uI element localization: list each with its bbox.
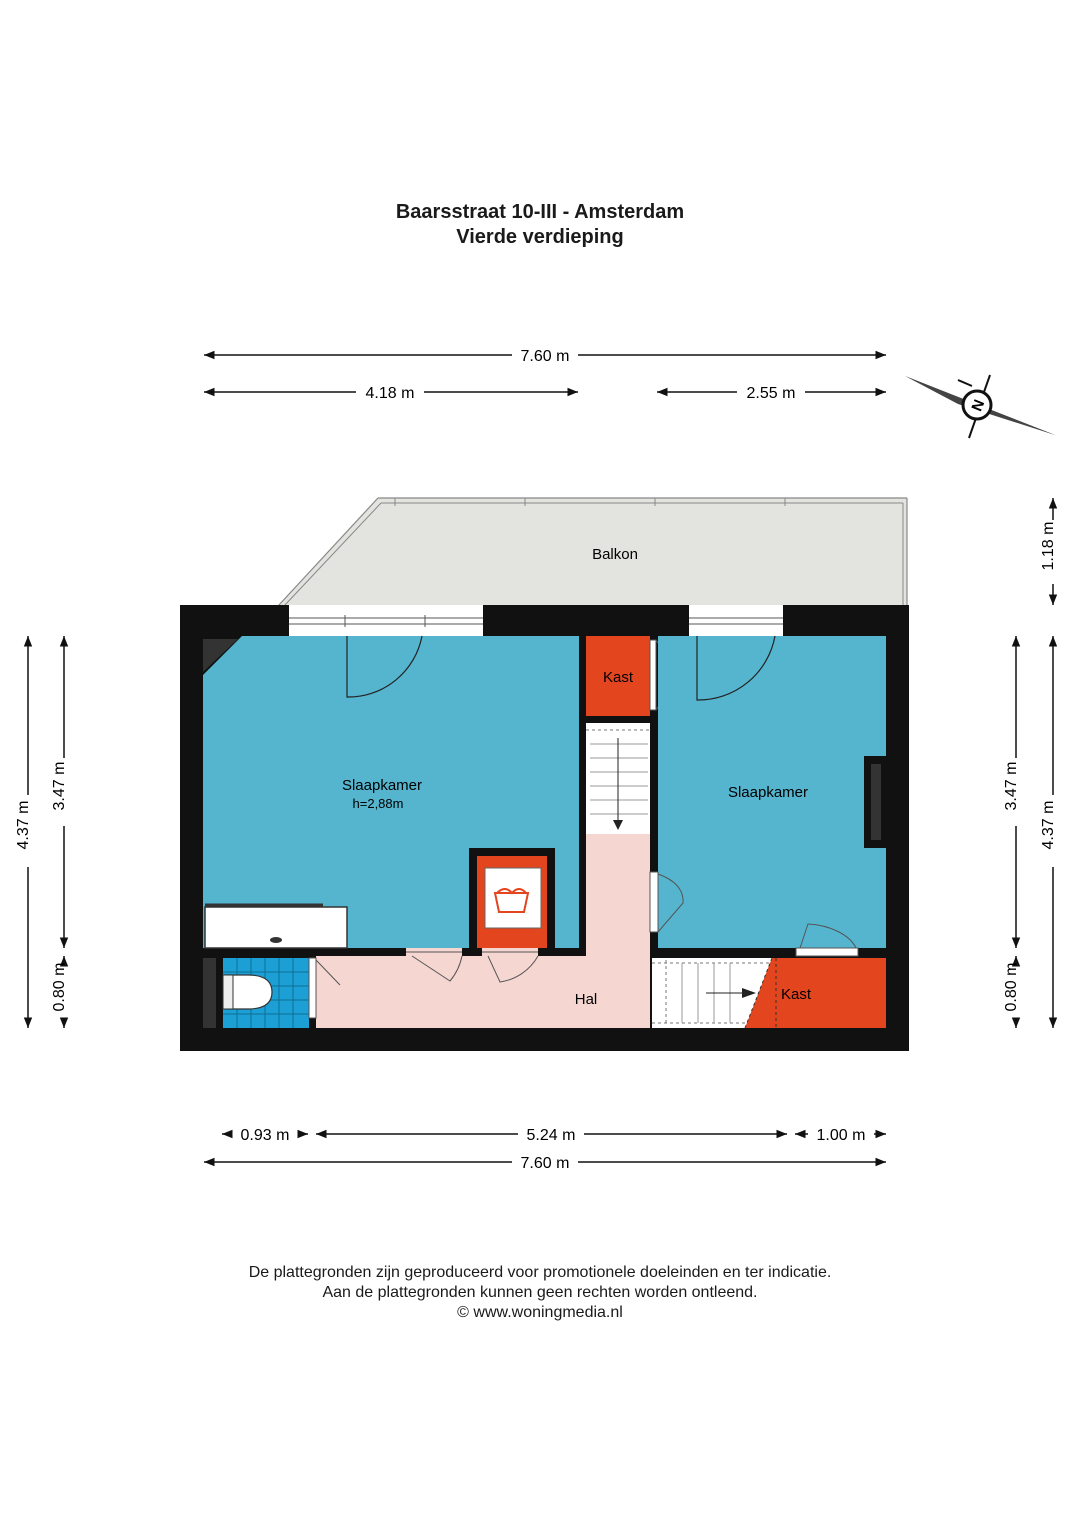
window-bedroom-right (689, 605, 783, 636)
window-bedroom-left (289, 605, 483, 636)
balcony-label: Balkon (592, 546, 638, 563)
dimension-bottom-total-label: 7.60 m (520, 1155, 570, 1172)
dimension-top-total (204, 348, 886, 365)
dimension-left-outer-label: 4.37 m (15, 800, 32, 850)
closet-top (586, 636, 668, 716)
compass (905, 375, 1055, 438)
dimension-bottom-right-label: 1.00 m (816, 1127, 866, 1144)
sink-counter (205, 905, 347, 948)
dimension-bottom-left-label: 0.93 m (240, 1127, 290, 1144)
dimension-bottom-middle (316, 1127, 787, 1144)
dimension-bottom-total (204, 1155, 886, 1172)
dimension-left-small (51, 956, 68, 1028)
dimension-right-balcony (1040, 498, 1057, 605)
dimension-right-balcony-label: 1.18 m (1040, 521, 1057, 571)
dimension-bottom-right (795, 1127, 886, 1144)
compass-north-label: N (968, 397, 989, 414)
dimension-top-total-label: 7.60 m (520, 348, 570, 365)
washing-machine-closet (469, 848, 555, 948)
address-title: Baarsstraat 10-III - Amsterdam (395, 201, 685, 223)
dimension-top-left (204, 385, 578, 402)
dimension-left-inner-label: 3.47 m (51, 761, 68, 811)
closet-top-label: Kast (602, 669, 634, 686)
ceiling-height-label: h=2,88m (352, 796, 404, 811)
bedroom-right-label: Slaapkamer (727, 784, 809, 801)
disclaimer-line-2: Aan de plattegronden kunnen geen rechten worden ontleend. (322, 1284, 758, 1301)
balcony (278, 498, 907, 606)
dimension-left-small-label: 0.80 m (51, 962, 68, 1012)
dimension-right-inner-label: 3.47 m (1003, 761, 1020, 811)
bedroom-left-label: Slaapkamer (341, 777, 423, 794)
dimension-right-outer-label: 4.37 m (1040, 800, 1057, 850)
disclaimer-line-1: De plattegronden zijn geproduceerd voor promotionele doeleinden en ter indicatie. (248, 1264, 832, 1281)
bedroom-right (650, 636, 886, 956)
dimension-left-outer (15, 636, 32, 1028)
dimension-left-inner (51, 636, 68, 948)
dimension-top-right-label: 2.55 m (746, 385, 796, 402)
dimension-right-inner (1003, 636, 1020, 948)
dimension-bottom-left (222, 1127, 308, 1144)
dimension-bottom-middle-label: 5.24 m (526, 1127, 576, 1144)
dimension-right-small (1003, 956, 1020, 1028)
dimension-right-small-label: 0.80 m (1003, 962, 1020, 1012)
dimension-top-left-label: 4.18 m (365, 385, 415, 402)
dimension-right-outer (1040, 636, 1057, 1028)
floor-subtitle: Vierde verdieping (456, 226, 624, 248)
closet-bottom-label: Kast (780, 986, 812, 1003)
hall-label: Hal (574, 991, 598, 1008)
copyright-line: © www.woningmedia.nl (457, 1304, 623, 1321)
dimension-top-right (657, 385, 886, 402)
staircase-upper (586, 723, 650, 834)
